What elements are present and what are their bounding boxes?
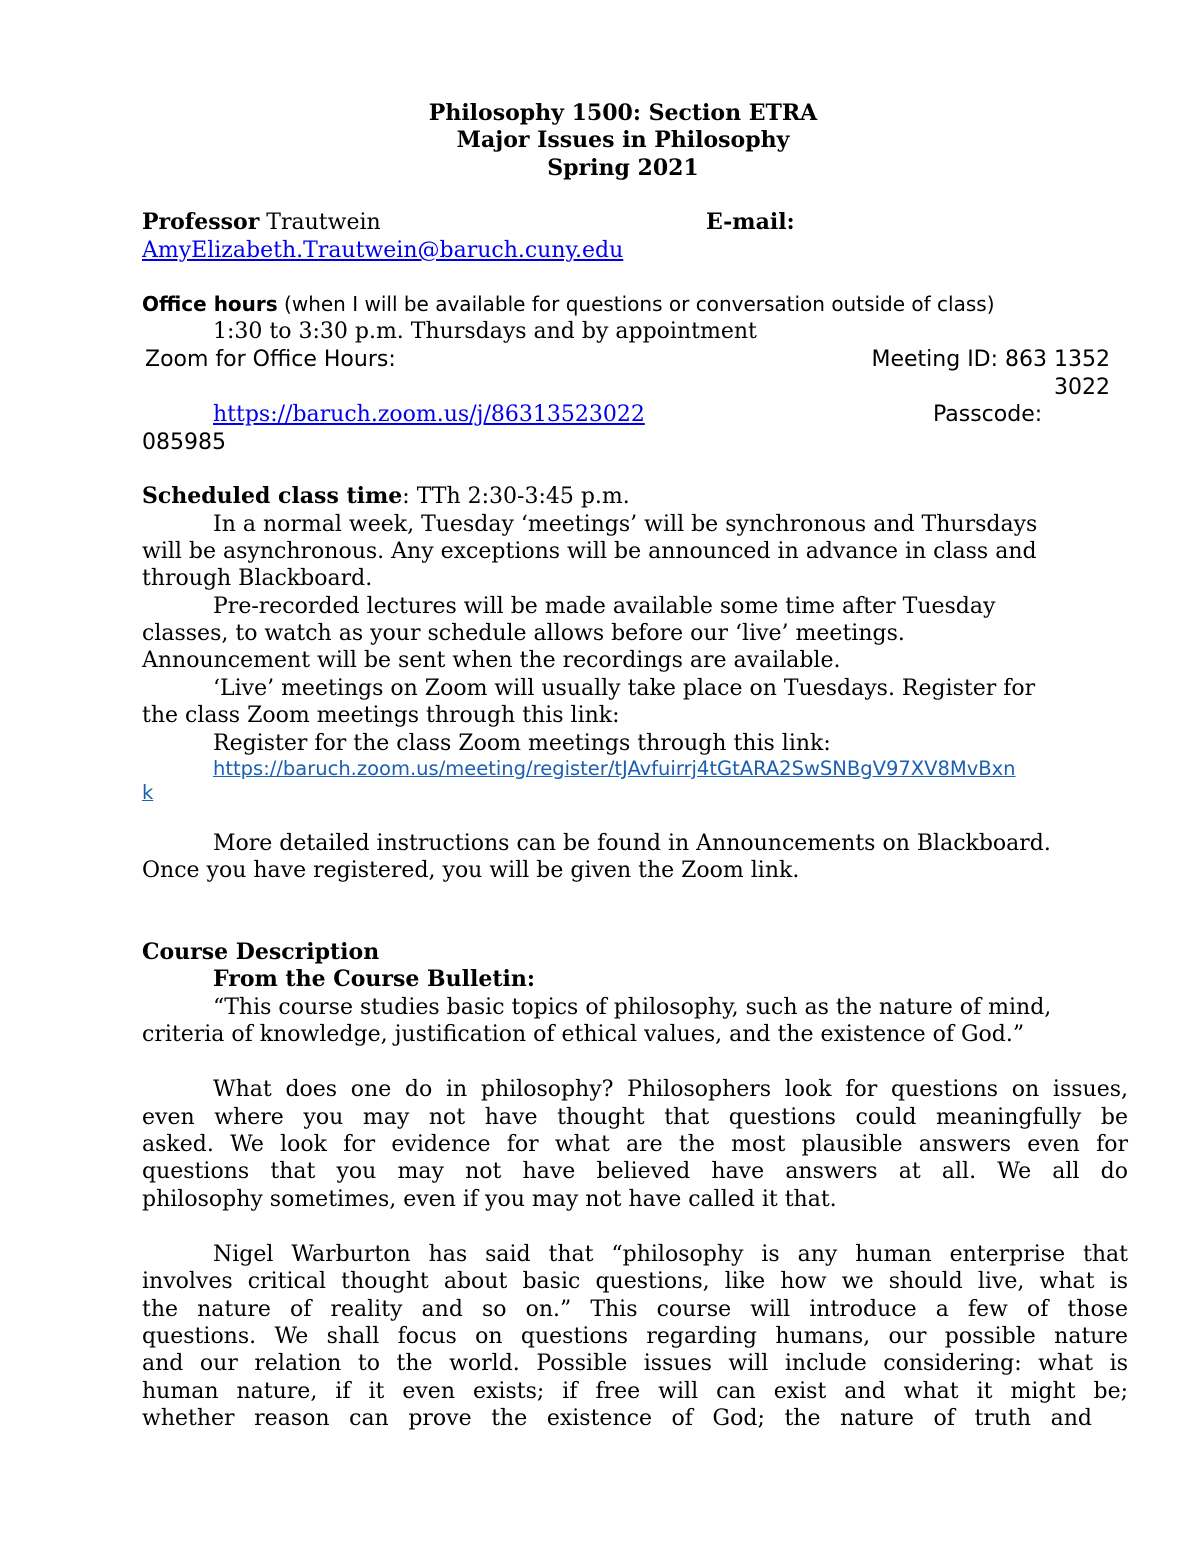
- paragraph-line: Announcement will be sent when the recordings are available.: [142, 648, 841, 673]
- office-hours-note: (when I will be available for questions or conversation outside of class): [277, 292, 995, 316]
- paragraph-line: questions that you may not have believed have answers at all. We all do: [142, 1159, 1128, 1184]
- paragraph-line: will be asynchronous. Any exceptions will be announced in advance in class and: [142, 539, 1037, 564]
- course-subtitle: Major Issues in Philosophy: [456, 127, 790, 153]
- paragraph-line: even where you may not have thought that questions could meaningfully be: [142, 1105, 1128, 1130]
- class-time-label: Scheduled class time: [142, 483, 403, 509]
- zoom-office-hours-label: Zoom for Office Hours:: [145, 347, 396, 372]
- office-hours-zoom-link[interactable]: https://baruch.zoom.us/j/86313523022: [213, 402, 645, 427]
- paragraph-line: Once you have registered, you will be given the Zoom link.: [142, 858, 800, 883]
- paragraph-line: Pre-recorded lectures will be made available some time after Tuesday: [213, 594, 996, 619]
- office-hours-time: 1:30 to 3:30 p.m. Thursdays and by appointment: [213, 319, 757, 344]
- paragraph-line: What does one do in philosophy? Philosophers look for questions on issues,: [213, 1077, 1128, 1102]
- professor-label: Professor: [142, 209, 260, 235]
- class-time-line: [142, 483, 630, 510]
- email-link[interactable]: AmyElizabeth.Trautwein@baruch.cuny.edu: [142, 238, 624, 263]
- paragraph-line: the class Zoom meetings through this link:: [142, 703, 620, 728]
- paragraph-line: classes, to watch as your schedule allows before our ‘live’ meetings.: [142, 621, 905, 646]
- paragraph-line: More detailed instructions can be found in Announcements on Blackboard.: [213, 831, 1051, 856]
- paragraph-line: and our relation to the world. Possible issues will include considering: what is: [142, 1351, 1128, 1376]
- paragraph-line: involves critical thought about basic questions, like how we should live, what is: [142, 1269, 1128, 1294]
- passcode-label: Passcode:: [933, 402, 1043, 427]
- paragraph-line: the nature of reality and so on.” This course will introduce a few of those: [142, 1297, 1128, 1322]
- paragraph-line: Nigel Warburton has said that “philosophy is any human enterprise that: [213, 1242, 1128, 1267]
- paragraph-line: ‘Live’ meetings on Zoom will usually take place on Tuesdays. Register for: [213, 676, 1036, 701]
- professor-name: Trautwein: [259, 210, 381, 235]
- professor-line: [142, 209, 381, 236]
- paragraph-line: whether reason can prove the existence of God; the nature of truth and: [142, 1406, 1092, 1431]
- course-title: Philosophy 1500: Section ETRA: [428, 100, 818, 126]
- email-label: E-mail:: [706, 209, 795, 235]
- paragraph-line: In a normal week, Tuesday ‘meetings’ will be synchronous and Thursdays: [213, 512, 1038, 537]
- quote-line: criteria of knowledge, justification of ethical values, and the existence of God.”: [142, 1022, 1025, 1047]
- paragraph-line: asked. We look for evidence for what are the most plausible answers even for: [142, 1132, 1128, 1157]
- paragraph-line: through Blackboard.: [142, 566, 373, 591]
- course-bulletin-subheading: From the Course Bulletin:: [213, 966, 535, 992]
- register-link[interactable]: https://baruch.zoom.us/meeting/register/tJAvfuirrj4tGtARA2SwSNBgV97XV8MvBxn: [213, 757, 1016, 780]
- meeting-id: Meeting ID: 863 1352: [871, 347, 1110, 372]
- office-hours-line: [142, 291, 995, 318]
- passcode-value: 085985: [142, 430, 226, 455]
- paragraph-line: philosophy sometimes, even if you may not have called it that.: [142, 1187, 837, 1212]
- course-description-heading: Course Description: [142, 939, 380, 965]
- class-time-value: : TTh 2:30-3:45 p.m.: [402, 484, 630, 509]
- register-link-cont[interactable]: k: [142, 781, 154, 804]
- course-term: Spring 2021: [547, 155, 699, 181]
- meeting-id-cont: 3022: [1054, 375, 1110, 400]
- register-text: Register for the class Zoom meetings through this link:: [213, 731, 831, 756]
- quote-line: “This course studies basic topics of philosophy, such as the nature of mind,: [213, 995, 1052, 1020]
- office-hours-label: Office hours: [142, 292, 278, 316]
- paragraph-line: human nature, if it even exists; if free will can exist and what it might be;: [142, 1379, 1128, 1404]
- paragraph-line: questions. We shall focus on questions regarding humans, our possible nature: [142, 1324, 1128, 1349]
